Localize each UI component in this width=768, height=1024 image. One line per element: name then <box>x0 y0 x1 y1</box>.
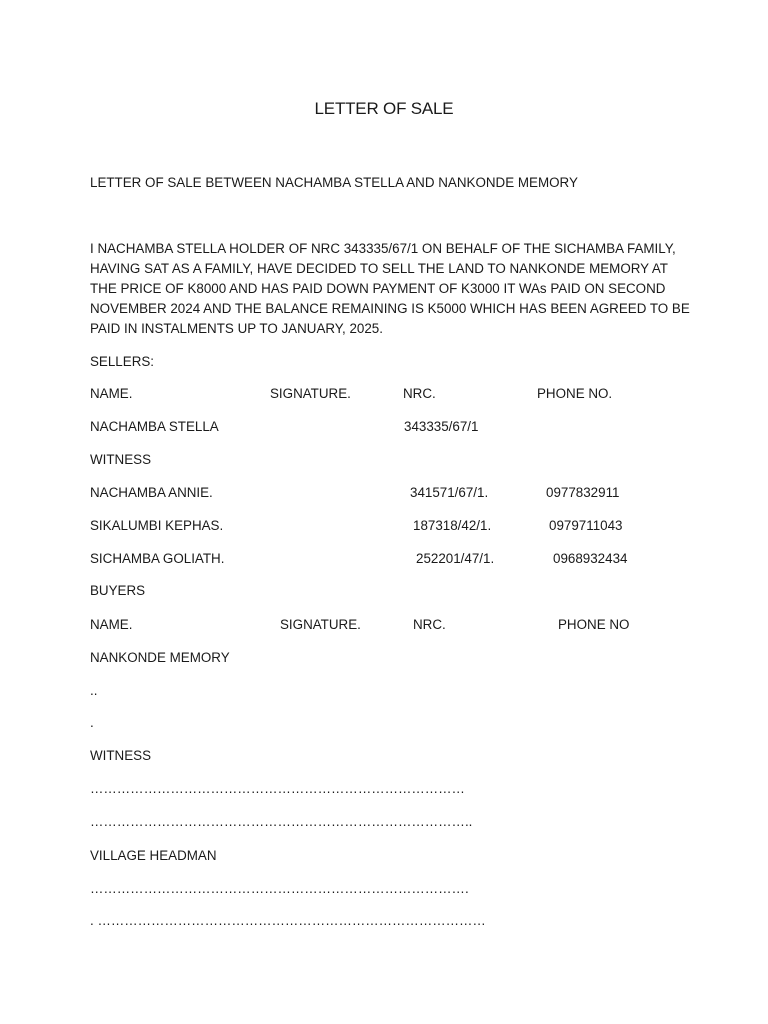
headman-line-2: . …………………………………………………………………………… <box>90 913 486 928</box>
body-paragraph: I NACHAMBA STELLA HOLDER OF NRC 343335/67/1 ON BEHALF OF THE SICHAMBA FAMILY, HAVING SAT AS A FAMILY, HAVE DECIDED TO SELL THE LAND TO NANKONDE MEMORY AT THE PRICE OF K8000 AND HAS PAID DOWN PAYMENT OF K3000 IT WAs PAID ON SECOND NOVEMBER 2024 AND THE BALANCE REMAINING IS K5000 WHICH HAS BEEN AGREED TO BE PAID IN INSTALMENTS UP TO JANUARY, 2025. <box>90 241 690 337</box>
village-headman-heading: VILLAGE HEADMAN <box>90 848 217 863</box>
witness-2-nrc: 187318/42/1. <box>413 518 492 533</box>
document-title: LETTER OF SALE <box>314 99 454 118</box>
buyer-dots-1: .. <box>90 683 98 698</box>
buyers-heading: BUYERS <box>90 583 146 598</box>
headman-line-1: …………………………………………………………………………. <box>90 881 469 896</box>
witness-1-nrc: 341571/67/1. <box>410 485 489 500</box>
buyers-witness-line-2: ………………………………………………………………………….. <box>90 814 473 829</box>
sellers-heading: SELLERS: <box>90 354 155 369</box>
witness-3-nrc: 252201/47/1. <box>416 551 495 566</box>
sellers-col-signature: SIGNATURE. <box>270 386 351 401</box>
buyers-col-name: NAME. <box>90 617 133 632</box>
buyers-col-signature: SIGNATURE. <box>280 617 361 632</box>
sellers-col-nrc: NRC. <box>403 386 436 401</box>
witness-2-name: SIKALUMBI KEPHAS. <box>90 518 224 533</box>
document-subtitle: LETTER OF SALE BETWEEN NACHAMBA STELLA AND NANKONDE MEMORY <box>90 175 578 190</box>
buyers-witness-heading: WITNESS <box>90 748 152 763</box>
witness-2-phone: 0979711043 <box>549 518 623 533</box>
buyer-dots-2: . <box>90 715 94 730</box>
buyer-name: NANKONDE MEMORY <box>90 650 230 665</box>
seller-nrc: 343335/67/1 <box>404 419 479 434</box>
witness-1-name: NACHAMBA ANNIE. <box>90 485 213 500</box>
sellers-witness-heading: WITNESS <box>90 452 152 467</box>
seller-name: NACHAMBA STELLA <box>90 419 219 434</box>
sellers-col-phone: PHONE NO. <box>537 386 613 401</box>
witness-3-name: SICHAMBA GOLIATH. <box>90 551 225 566</box>
witness-3-phone: 0968932434 <box>553 551 628 566</box>
buyers-col-nrc: NRC. <box>413 617 446 632</box>
buyers-witness-line-1: ………………………………………………………………………… <box>90 781 465 796</box>
buyers-col-phone: PHONE NO <box>558 617 630 632</box>
sellers-col-name: NAME. <box>90 386 133 401</box>
witness-1-phone: 0977832911 <box>546 485 620 500</box>
